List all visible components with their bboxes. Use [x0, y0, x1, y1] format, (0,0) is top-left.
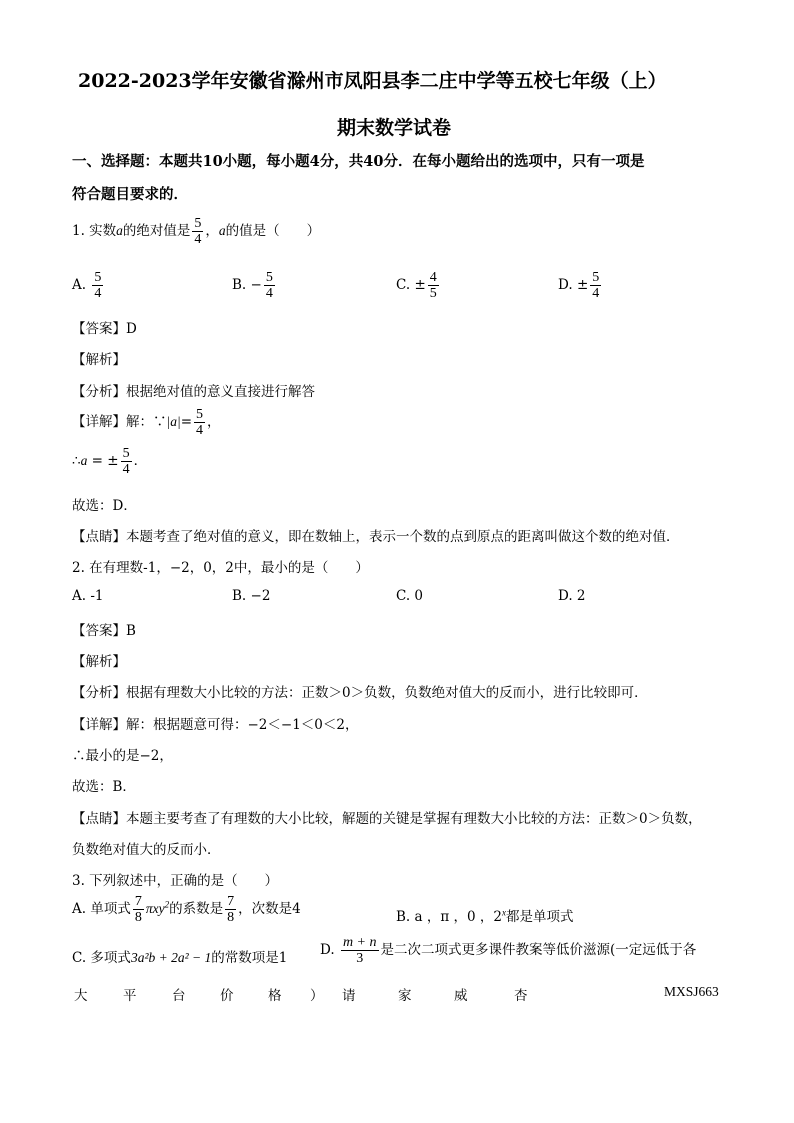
- q3-option-c-prefix: C. 多项式: [72, 950, 131, 966]
- footer-char-4: 价: [220, 988, 234, 1004]
- q1-fraction: [192, 216, 203, 247]
- q1-detail-prefix: 解：∵: [126, 414, 167, 430]
- fenxi-tag: 【分析】: [72, 384, 126, 400]
- footer-char-1: 大: [74, 988, 88, 1004]
- q1-analysis-tag: 【解析】: [72, 352, 126, 368]
- q3-option-a: [72, 894, 301, 925]
- q1-option-b: [232, 270, 277, 301]
- q2-analysis-tag: 【解析】: [72, 654, 126, 670]
- therefore-symbol: ∴: [72, 453, 81, 469]
- q1-therefore-var: a: [80, 453, 88, 468]
- q3-option-c: [72, 946, 287, 966]
- q1-option-b-label: B.: [232, 277, 247, 293]
- q2-option-d: D. 2: [558, 588, 586, 604]
- q2-min-line: ∴最小的是−2，: [72, 748, 173, 764]
- q3-option-a-expr: πxy: [145, 901, 165, 916]
- q3-option-d: [320, 935, 696, 966]
- q3-option-d-den: 3: [356, 951, 364, 966]
- q3-option-a-num1: 7: [134, 894, 142, 909]
- q1-option-d-sign: ±: [576, 277, 589, 293]
- footer-code: MXSJ663: [664, 984, 719, 999]
- q1-option-d-den: 4: [592, 286, 600, 301]
- q1-option-d-num: 5: [592, 270, 600, 285]
- q1-option-d-label: D.: [558, 277, 573, 293]
- q1-therefore-den: 4: [122, 462, 130, 477]
- comment-tag: 【点睛】: [72, 529, 126, 545]
- q3-option-a-den2: 8: [227, 910, 235, 925]
- q2-answer-line: [72, 619, 136, 639]
- q1-fenxi: 根据绝对值的意义直接进行解答: [126, 384, 315, 400]
- q2-option-c: C. 0: [396, 588, 424, 604]
- q3-option-d-end: 是二次二项式更多课件教案等低价滋源(一定远低于各: [380, 942, 697, 958]
- q1-detail-line: [72, 407, 221, 438]
- q3-option-d-prefix: D.: [320, 942, 335, 958]
- q3-option-b-end: 都是单项式: [505, 909, 574, 925]
- q1-therefore-line: [72, 446, 147, 477]
- q1-detail-end: ，: [207, 414, 221, 430]
- q3-option-c-expr: 3a²b + 2a² − 1: [130, 950, 212, 965]
- q1-detail-eq: =: [180, 414, 192, 430]
- q1-option-b-sign: −: [250, 277, 262, 293]
- q2-fenxi: 根据有理数大小比较的方法：正数＞0＞负数，负数绝对值大的反而小，进行比较即可．: [126, 685, 648, 701]
- q1-var-a: a: [116, 223, 123, 238]
- q3-option-a-sup: 2: [164, 899, 170, 910]
- q2-comment-line1: [72, 807, 702, 827]
- q3-option-d-num: m + n: [342, 935, 377, 950]
- q2-choose: 故选：B．: [72, 779, 136, 795]
- q3-option-a-mid: 的系数是: [169, 901, 224, 917]
- q2-comment-1: 本题主要考查了有理数的大小比较，解题的关键是掌握有理数大小比较的方法：正数＞0＞负数，: [126, 811, 702, 827]
- section-heading-line2: 符合题目要求的．: [72, 186, 188, 203]
- q1-option-a-label: A.: [72, 277, 87, 293]
- q1-frac-den: 4: [194, 232, 202, 247]
- q1-option-c-num: 4: [429, 270, 437, 285]
- footer-char-8: 家: [398, 988, 412, 1004]
- q1-option-c-sign: ±: [414, 277, 426, 293]
- exam-title-line2: 期末数学试卷: [337, 117, 452, 139]
- footer-char-2: 平: [123, 988, 137, 1004]
- q3-option-d-frac: [341, 935, 379, 966]
- q3-option-a-num2: 7: [227, 894, 235, 909]
- q2-detail: 解：根据题意可得：−2＜−1＜0＜2，: [126, 717, 359, 733]
- q1-detail-den: 4: [196, 423, 203, 438]
- q3-option-b-text: B. a ，π ，0 ，2: [396, 909, 502, 925]
- q2-comment-line2: 负数绝对值大的反而小．: [72, 842, 221, 858]
- footer-char-9: 威: [454, 988, 468, 1004]
- section-heading-line1: 一、选择题：本题共10小题，每小题4分，共40分．在每小题给出的选项中，只有一项是: [72, 153, 645, 170]
- q1-detail-abs: |a|: [166, 414, 181, 429]
- exam-title-line1: 2022-2023学年安徽省滁州市凤阳县李二庄中学等五校七年级（上）: [78, 70, 667, 92]
- question-1-stem: [72, 216, 320, 247]
- answer-tag: 【答案】: [72, 623, 126, 639]
- q2-option-a: A. -1: [72, 588, 104, 604]
- detail-tag: 【详解】: [72, 717, 126, 733]
- q1-therefore-eq: = ±: [87, 453, 119, 469]
- q1-option-a-frac: [92, 270, 103, 301]
- q1-option-a: [72, 270, 105, 301]
- q1-comma: ，: [205, 223, 219, 239]
- q1-var-a2: a: [218, 223, 226, 238]
- q3-option-b: [396, 905, 573, 925]
- q1-middle: 的绝对值是: [122, 223, 191, 239]
- q1-option-c-frac: [428, 270, 439, 301]
- q2-option-b: B. −2: [232, 588, 271, 604]
- q1-therefore-frac: [121, 446, 132, 477]
- q3-option-a-end: ，次数是4: [238, 901, 301, 917]
- q1-suffix: 的值是（ ）: [225, 223, 321, 239]
- q1-frac-num: 5: [194, 216, 202, 231]
- footer-char-10: 杏: [514, 988, 528, 1004]
- q1-fenxi-line: [72, 380, 315, 400]
- footer-char-5: 格: [268, 988, 282, 1004]
- footer-char-6: ）: [310, 988, 324, 1004]
- q1-option-a-den: 4: [94, 286, 102, 301]
- question-2-stem: 2. 在有理数-1，−2，0，2中，最小的是（ ）: [72, 560, 369, 576]
- q1-therefore-end: ．: [133, 453, 148, 469]
- q1-option-d: [558, 270, 603, 301]
- q3-option-a-den1: 8: [134, 910, 142, 925]
- q1-choose: 故选：D．: [72, 498, 137, 514]
- q1-option-b-frac: [264, 270, 275, 301]
- fenxi-tag: 【分析】: [72, 685, 126, 701]
- q1-detail-frac: [194, 407, 205, 438]
- q1-comment-line: [72, 525, 680, 545]
- answer-tag: 【答案】: [72, 321, 126, 337]
- comment-tag: 【点睛】: [72, 811, 126, 827]
- q1-detail-num: 5: [196, 407, 203, 422]
- q1-comment: 本题考查了绝对值的意义，即在数轴上，表示一个数的点到原点的距离叫做这个数的绝对值．: [126, 529, 680, 545]
- q1-answer: D: [126, 321, 137, 337]
- q1-option-a-num: 5: [94, 270, 102, 285]
- q1-option-b-num: 5: [265, 270, 273, 285]
- q3-option-a-frac2: [225, 894, 236, 925]
- q1-option-c: [396, 270, 441, 301]
- q3-option-c-end: 的常数项是1: [211, 950, 288, 966]
- q3-option-a-prefix: A. 单项式: [72, 901, 131, 917]
- q3-option-b-sup: x: [501, 907, 506, 918]
- detail-tag: 【详解】: [72, 414, 126, 430]
- footer-char-3: 台: [172, 988, 186, 1004]
- q1-option-b-den: 4: [265, 286, 273, 301]
- q1-answer-line: [72, 317, 137, 337]
- q2-detail-line: [72, 713, 358, 733]
- q2-answer: B: [126, 623, 136, 639]
- footer-char-7: 请: [342, 988, 356, 1004]
- question-3-stem: 3. 下列叙述中，正确的是（ ）: [72, 873, 279, 889]
- q2-fenxi-line: [72, 681, 648, 701]
- q1-therefore-num: 5: [122, 446, 130, 461]
- q1-prefix: 1. 实数: [72, 223, 117, 239]
- q1-option-c-label: C.: [396, 277, 411, 293]
- q1-option-d-frac: [590, 270, 601, 301]
- q1-option-c-den: 5: [429, 286, 437, 301]
- q3-option-a-frac1: [133, 894, 144, 925]
